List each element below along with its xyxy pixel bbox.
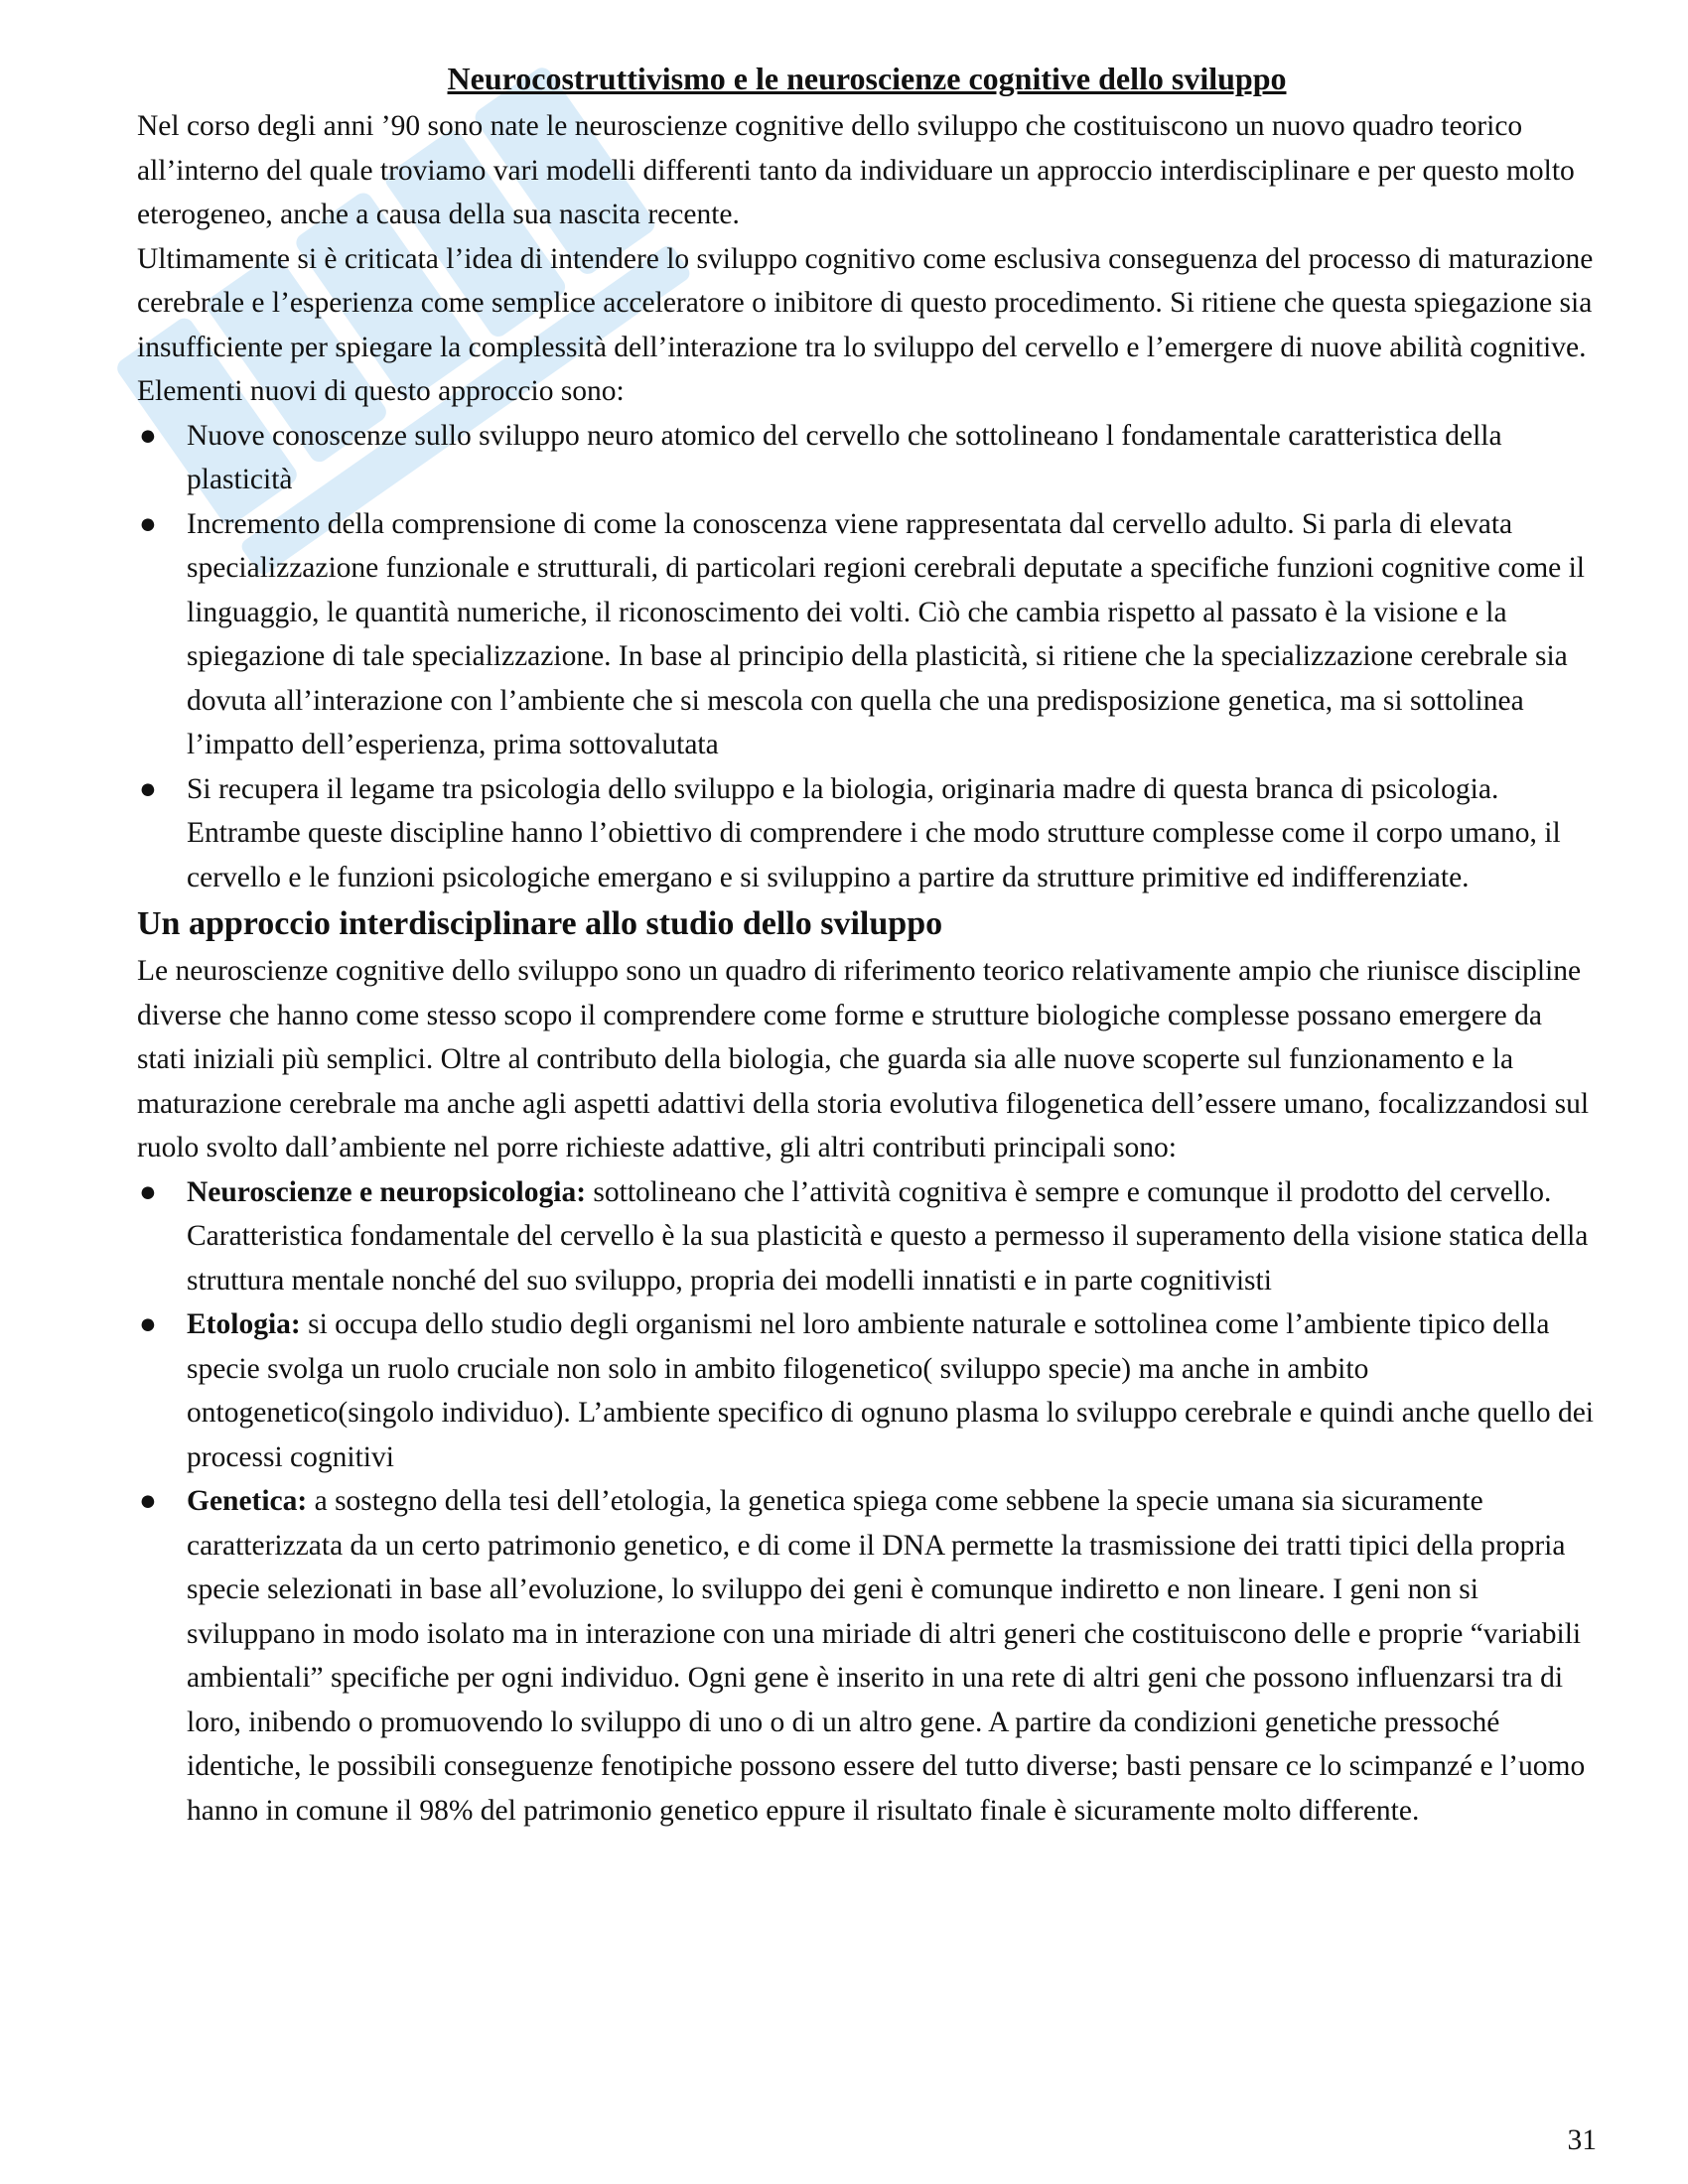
bullet-icon: ● — [139, 419, 157, 452]
contribution-term: Etologia: — [187, 1308, 301, 1340]
section-heading: Un approccio interdisciplinare allo studio dello sviluppo — [137, 905, 943, 942]
section-paragraph: Le neuroscienze cognitive dello sviluppo sono un quadro di riferimento teorico relativamente ampio che riunisce discipline diverse che hanno come stesso scopo il comprendere come forme e strutture biologiche complesse possano emergere da stati iniziali più semplici. Oltre al contributo della biologia, che guarda sia alle nuove scoperte sul funzionamento e la maturazione cerebrale ma anche agli aspetti adattivi della storia evolutiva filogenetica dell’essere umano, focalizzandosi sul ruolo svolto dall’ambiente nel porre richieste adattive, gli altri contributi principali sono: — [137, 955, 1590, 1163]
new-elements-list — [137, 414, 1597, 900]
list-item — [137, 1479, 1597, 1833]
contribution-text: a sostegno della tesi dell’etologia, la genetica spiega come sebbene la specie umana sia sicuramente caratterizzata da un certo patrimonio genetico, e di come il DNA permette la trasmissione dei tratti tipici della propria specie selezionati in base all’evoluzione, lo sviluppo dei geni è comunque indiretto e non lineare. I geni non si sviluppano in modo isolato ma in interazione con una miriade di altri generi che costituiscono delle e proprie “variabili ambientali” specifiche per ogni individuo. Ogni gene è inserito in una rete di altri geni che possono influenzarsi tra di loro, inibendo o promuovendo lo sviluppo di uno o di un altro gene. A partire da condizioni genetiche pressoché identiche, le possibili conseguenze fenotipiche possono essere del tutto diverse; basti pensare ce lo scimpanzé e l’uomo hanno in comune il 98% del patrimonio genetico eppure il risultato finale è sicuramente molto differente. — [187, 1485, 1586, 1827]
list-item-text: Incremento della comprensione di come la conoscenza viene rappresentata dal cervello adulto. Si parla di elevata specializzazione funzionale e strutturali, di particolari regioni cerebrali deputate a specifiche funzioni cognitive come il linguaggio, le quantità numeriche, il riconoscimento dei volti. Ciò che cambia rispetto al passato è la visione e la spiegazione di tale specializzazione. In base al principio della plasticità, si ritiene che la specializzazione cerebrale sia dovuta all’interazione con l’ambiente che si mescola con quella che una predisposizione genetica, ma si sottolinea l’impatto dell’esperienza, prima sottovalutata — [187, 507, 1586, 760]
list-item — [137, 1170, 1597, 1303]
list-item — [137, 767, 1597, 900]
contribution-text: si occupa dello studio degli organismi nel loro ambiente naturale e sottolinea come l’ambiente tipico della specie svolga un ruolo cruciale non solo in ambito filogenetico( sviluppo specie) ma anche in ambito ontogenetico(singolo individuo). L’ambiente specifico di ognuno plasma lo sviluppo cerebrale e quindi anche quello dei processi cognitivi — [187, 1308, 1595, 1473]
bullet-icon: ● — [139, 507, 157, 540]
intro-paragraph: Ultimamente si è criticata l’idea di intendere lo sviluppo cognitivo come esclusiva conseguenza del processo di maturazione cerebrale e l’esperienza come semplice acceleratore o inibitore di questo procedimento. Si ritiene che questa spiegazione sia insufficiente per spiegare la complessità dell’interazione tra lo sviluppo del cervello e l’emergere di nuove abilità cognitive. — [137, 242, 1594, 363]
list-item — [137, 1302, 1597, 1479]
page-title: Neurocostruttivismo e le neuroscienze cognitive dello sviluppo — [447, 61, 1287, 96]
document-page — [137, 55, 1597, 1833]
contribution-text: sottolineano che l’attività cognitiva è sempre e comunque il prodotto del cervello. Caratteristica fondamentale del cervello è la sua plasticità e questo a permesso il superamento della visione statica della struttura mentale nonché del suo sviluppo, propria dei modelli innatisti e in parte cognitivisti — [187, 1175, 1589, 1297]
intro-paragraph: Elementi nuovi di questo approccio sono: — [137, 375, 625, 407]
contributions-list — [137, 1170, 1597, 1834]
intro-paragraph: Nel corso degli anni ’90 sono nate le neuroscienze cognitive dello sviluppo che costituiscono un nuovo quadro teorico all’interno del quale troviamo vari modelli differenti tanto da individuare un approccio interdisciplinare e per questo molto eterogeneo, anche a causa della sua nascita recente. — [137, 110, 1575, 230]
list-item-text: Nuove conoscenze sullo sviluppo neuro atomico del cervello che sottolineano l fondamentale caratteristica della plasticità — [187, 419, 1502, 495]
bullet-icon: ● — [139, 772, 157, 805]
page-number: 31 — [1567, 2124, 1597, 2156]
bullet-icon: ● — [139, 1308, 157, 1340]
list-item-text: Si recupera il legame tra psicologia dello sviluppo e la biologia, originaria madre di questa branca di psicologia. Entrambe queste discipline hanno l’obiettivo di comprendere i che modo strutture complesse come il corpo umano, il cervello e le funzioni psicologiche emergano e si sviluppino a partire da strutture primitive ed indifferenziate. — [187, 772, 1561, 893]
list-item — [137, 414, 1597, 502]
contribution-term: Neuroscienze e neuropsicologia: — [187, 1175, 587, 1208]
list-item — [137, 502, 1597, 767]
bullet-icon: ● — [139, 1175, 157, 1208]
contribution-term: Genetica: — [187, 1485, 308, 1517]
bullet-icon: ● — [139, 1485, 157, 1517]
